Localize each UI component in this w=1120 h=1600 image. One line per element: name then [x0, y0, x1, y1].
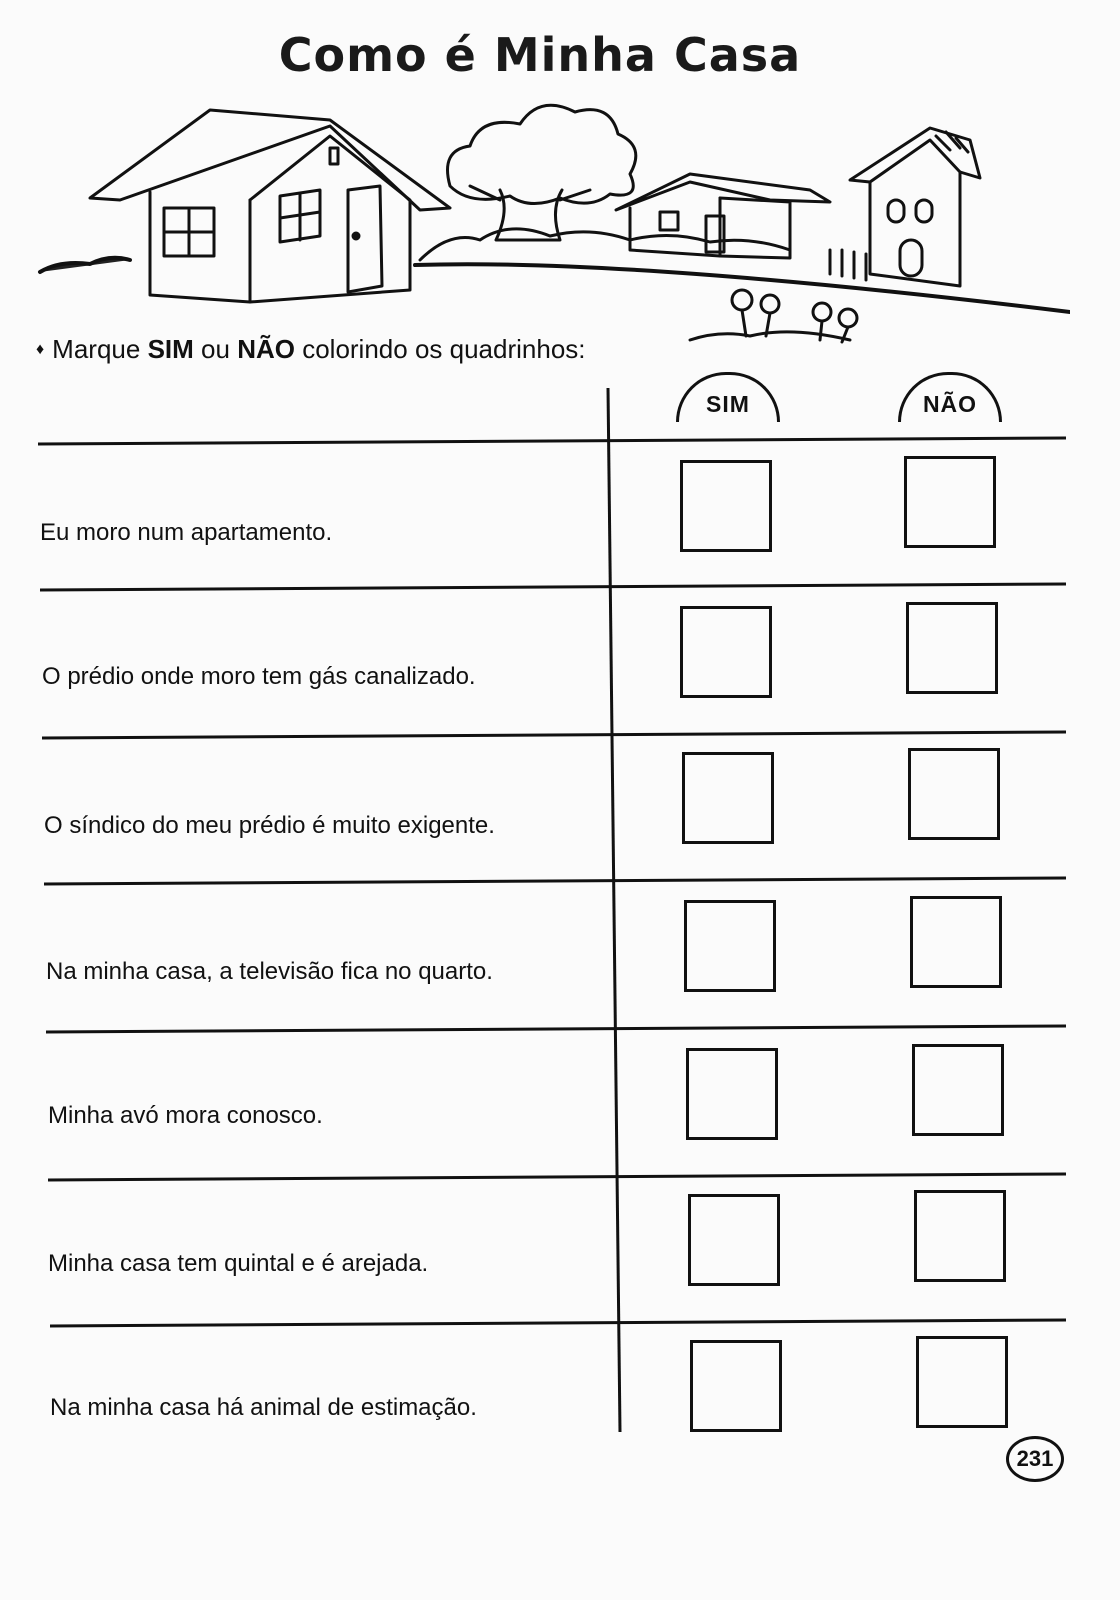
statement-2: O prédio onde moro tem gás canalizado. — [42, 663, 476, 690]
statement-6: Minha casa tem quintal e é arejada. — [48, 1250, 429, 1277]
column-header-sim: SIM — [676, 372, 780, 422]
sim-checkbox-3[interactable] — [682, 752, 774, 844]
sim-checkbox-4[interactable] — [684, 900, 776, 992]
nao-checkbox-3[interactable] — [908, 748, 1000, 840]
instruction-sim: SIM — [147, 334, 194, 364]
nao-checkbox-2[interactable] — [906, 602, 998, 694]
statement-4: Na minha casa, a televisão fica no quarto. — [46, 958, 493, 985]
sim-checkbox-2[interactable] — [680, 606, 772, 698]
nao-checkbox-5[interactable] — [912, 1044, 1004, 1136]
bullet-diamond-icon: ♦ — [36, 341, 45, 358]
nao-checkbox-4[interactable] — [910, 896, 1002, 988]
page-number: 231 — [1006, 1436, 1064, 1482]
instruction-ou: ou — [201, 334, 230, 364]
nao-checkbox-7[interactable] — [916, 1336, 1008, 1428]
nao-checkbox-1[interactable] — [904, 456, 996, 548]
instruction-prefix: Marque — [52, 334, 141, 364]
statement-1: Eu moro num apartamento. — [40, 519, 333, 546]
instruction-nao: NÃO — [237, 334, 295, 364]
column-header-nao: NÃO — [898, 372, 1002, 422]
statement-7: Na minha casa há animal de estimação. — [50, 1394, 477, 1421]
nao-checkbox-6[interactable] — [914, 1190, 1006, 1282]
page-title: Como é Minha Casa — [278, 28, 802, 82]
sim-checkbox-5[interactable] — [686, 1048, 778, 1140]
sim-checkbox-7[interactable] — [690, 1340, 782, 1432]
statement-5: Minha avó mora conosco. — [48, 1102, 323, 1129]
instruction-suffix: colorindo os quadrinhos: — [302, 334, 586, 364]
statement-3: O síndico do meu prédio é muito exigente. — [44, 812, 495, 839]
sim-checkbox-1[interactable] — [680, 460, 772, 552]
sim-checkbox-6[interactable] — [688, 1194, 780, 1286]
